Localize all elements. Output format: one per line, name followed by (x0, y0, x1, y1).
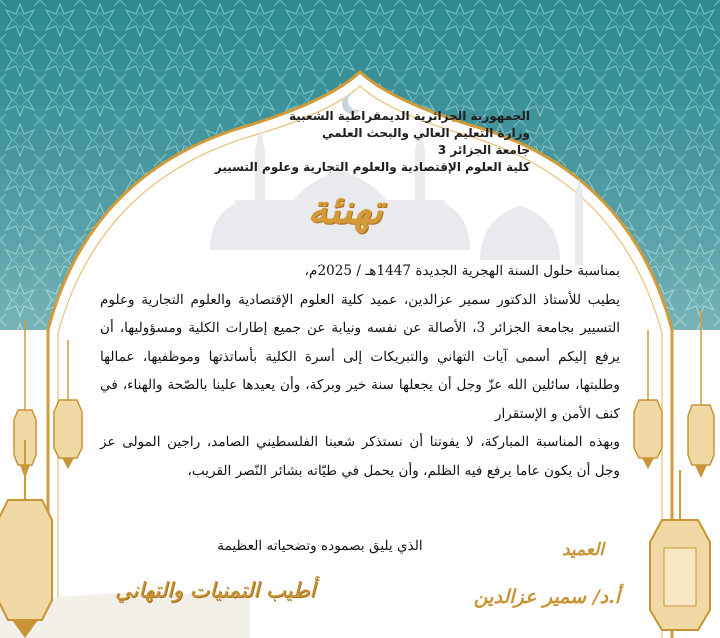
best-wishes-calligraphy: أطيب التمنيات والتهاني (114, 578, 316, 602)
lantern-icon (684, 310, 718, 480)
dean-title: العميد (562, 540, 604, 560)
greeting-paragraph: يطيب للأستاذ الدكتور سمير عزالدين، عميد كلية العلوم الإقتصادية والعلوم التجارية وعلوم التسيير بجامعة الجزائر 3، الأصالة عن نفسه ونيابة عن جميع إطارات الكلية ومسؤوليها، أن يرفع إليكم أسمى آيات التهاني والتبريكات إلى أسرة الكلية بأساتذتها وموظفيها، عمالها وطلبتها، سائلين الله عزّ وجل أن يجعلها سنة خير وبركة، وأن يعيدها علينا بالصّحة والهناء، في كنف الأمن و الإستقرار (100, 291, 620, 422)
card-title: تهنئة (307, 186, 383, 233)
occasion-line: بمناسبة حلول السنة الهجرية الجديدة 1447هـ / 2025م، (304, 263, 620, 279)
header-university: جامعة الجزائر 3 (437, 143, 530, 157)
institution-header (150, 108, 530, 176)
lantern-icon (0, 440, 60, 638)
header-republic: الجمهورية الجزائرية الديمقراطية الشعبية (288, 109, 530, 123)
header-ministry: وزارة التعليم العالي والبحث العلمي (321, 126, 530, 140)
lantern-icon (640, 470, 720, 638)
header-faculty: كلية العلوم الإقتصادية والعلوم التجارية وعلوم التسيير (214, 160, 530, 174)
palestine-paragraph: وبهذه المناسبة المباركة، لا يفوتنا أن نستذكر شعبنا الفلسطيني الصامد، راجين المولى عز وجل أن يكون عاما يرفع فيه الظلم، وأن يحمل في طيّاته بشائر النّصر القريب، (100, 434, 620, 479)
message-body (100, 257, 620, 485)
dean-signature: أ.د/ سمير عزالدين (473, 586, 620, 608)
closing-line: الذي يليق بصموده وتضحياته العظيمة (217, 538, 423, 554)
lantern-icon (630, 330, 666, 470)
